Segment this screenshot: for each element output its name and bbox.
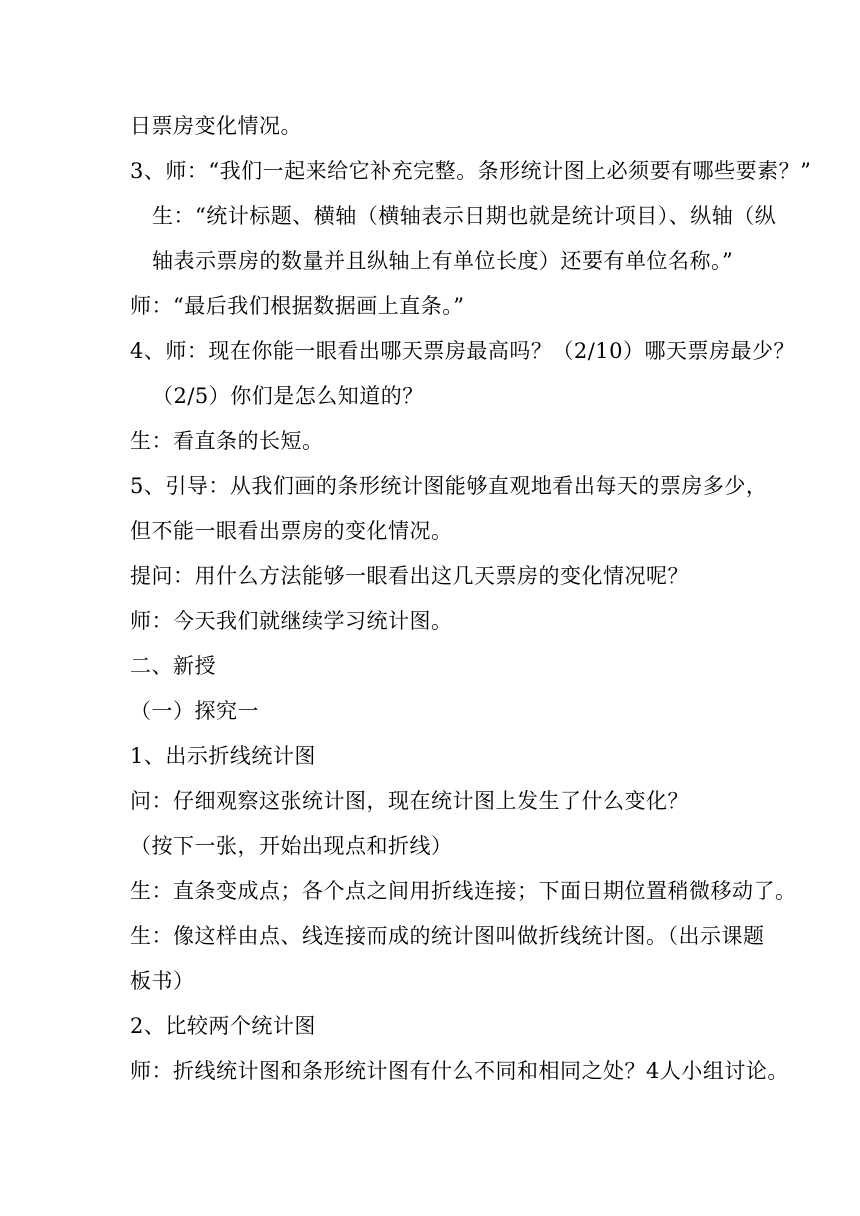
text-line: 生：“统计标题、横轴（横轴表示日期也就是统计项目）、纵轴（纵 xyxy=(152,204,777,228)
text-line: 师：今天我们就继续学习统计图。 xyxy=(130,609,453,633)
text-line: 日票房变化情况。 xyxy=(130,114,302,138)
text-line: 生：直条变成点；各个点之间用折线连接；下面日期位置稍微移动了。 xyxy=(130,879,797,903)
text-line: （2/5）你们是怎么知道的？ xyxy=(152,384,424,408)
text-line: 生：像这样由点、线连接而成的统计图叫做折线统计图。（出示课题 xyxy=(130,924,765,948)
text-line: 问：仔细观察这张统计图，现在统计图上发生了什么变化？ xyxy=(130,789,689,813)
text-line: 4、师：现在你能一眼看出哪天票房最高吗？（2/10）哪天票房最少？ xyxy=(130,339,796,363)
text-line: 2、比较两个统计图 xyxy=(130,1014,316,1038)
text-line: 1、出示折线统计图 xyxy=(130,744,316,768)
text-line: 生：看直条的长短。 xyxy=(130,429,324,453)
text-line: 但不能一眼看出票房的变化情况。 xyxy=(130,519,453,543)
text-line: 3、师：“我们一起来给它补充完整。条形统计图上必须要有哪些要素？” xyxy=(130,159,812,183)
text-line: 提问：用什么方法能够一眼看出这几天票房的变化情况呢？ xyxy=(130,564,689,588)
section-heading: 二、新授 xyxy=(130,654,216,678)
subsection-heading: （一）探究一 xyxy=(130,699,259,723)
text-line: 板书） xyxy=(130,969,195,993)
text-line: （按下一张，开始出现点和折线） xyxy=(130,834,453,858)
text-line: 师：“最后我们根据数据画上直条。” xyxy=(130,294,465,318)
text-line: 师：折线统计图和条形统计图有什么不同和相同之处？4人小组讨论。 xyxy=(130,1059,789,1083)
text-line: 5、引导：从我们画的条形统计图能够直观地看出每天的票房多少， xyxy=(130,474,768,498)
text-line: 轴表示票房的数量并且纵轴上有单位长度）还要有单位名称。” xyxy=(152,249,734,273)
